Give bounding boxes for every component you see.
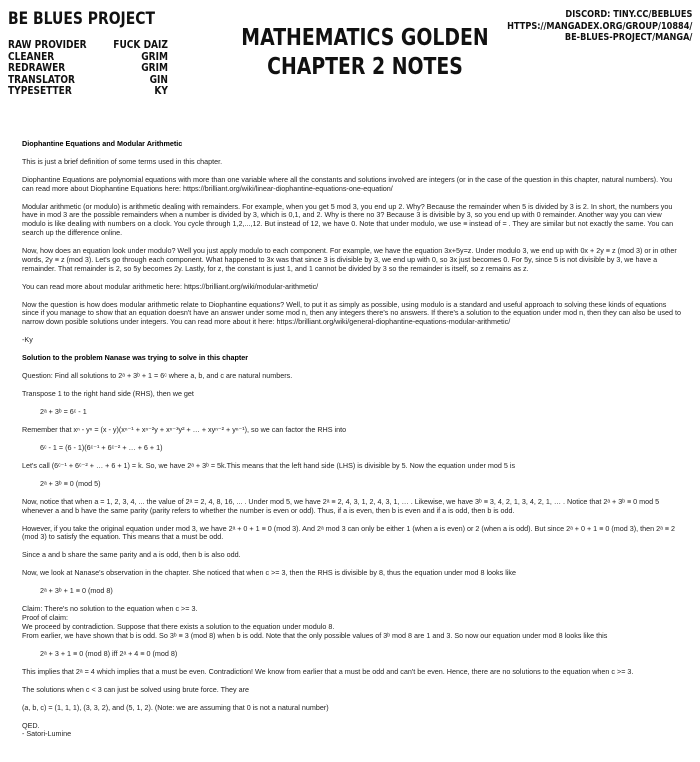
paragraph: The solutions when c < 3 can just be solved using brute force. They are [22, 684, 250, 694]
question: Question: Find all solutions to 2ᵃ + 3ᵇ + 1 = 6ᶜ where a, b, and c are natural numbers. [22, 370, 293, 380]
paragraph: Now, notice that when a = 1, 2, 3, 4, ... the value of 2ᵃ = 2, 4, 8, 16, ... . Under mod 5, we have 2ᵃ ≡ 2, 4, 3, 1, 2, 4, 3, 1, … . Likewise, we have 3ᵇ ≡ 3, 4, 2, 1, 3, 4, 2, 1, … . Notice that 2ᵃ + 3ᵇ ≡ 0 mod 5 whenever a and b have the same parity (parity refers to whether the number is even or odd). Thus, if a is even, then b is even and if a is odd, then b is odd. [22, 496, 660, 515]
paragraph: Now, how does an equation look under modulo? Well you just apply modulo to each component. For example, we have the equation 3x+5y=z. Under modulo 3, we end up with 0x + 2y ≡ z (mod 3) or in other words, 2y ≡ z (mod 3). Let's go through each component. What happened to 3x was that since 3 is divisible by 3, we end up with 0, so 3x just becomes 0. For 5y, since 5 is not divisible by 3, we have a remainder. That remainder is 2, so 5y becomes 2y. Lastly, for z, the constant is just 1, and 1 cannot be divided by 3 so the remainder is itself, so z remains as z. [22, 245, 677, 273]
equation: 2ᵃ + 3ᵇ ≡ 0 (mod 5) [40, 478, 101, 488]
proof-line: We proceed by contradiction. Suppose that there exists a solution to the equation under modulo 8. [22, 621, 335, 631]
paragraph: Since a and b share the same parity and a is odd, then b is also odd. [22, 550, 241, 560]
document-title [234, 24, 496, 82]
group-links [477, 9, 692, 44]
proof-label: Proof of claim: [22, 613, 68, 623]
paragraph: You can read more about modular arithmetic here: https://brilliant.org/wiki/modular-arithmetic/ [22, 281, 319, 291]
credit-cleaner: CLEANER GRIM [8, 50, 168, 63]
solutions: (a, b, c) = (1, 1, 1), (3, 3, 2), and (5, 1, 2). (Note: we are assuming that 0 is not a natural number) [22, 702, 329, 712]
paragraph: Modular arithmetic (or modulo) is arithmetic dealing with remainders. For example, when you get 5 mod 3, you end up 2. Why? Because the remainder when 5 is divided by 3 is 2. In short, the numbers you have in mod 3 are the possible remainders when a number is divided by 3, which is 0,1, and 2. Why is there no 3? Because 3 is divisible by 3, so you end up with 0 remainder. Another way you can view modulo is like dealing with numbers on a clock. You cycle through 1,2,...,12. But instead of 12, we have 0. Note that under modulo, we use ≡ instead of = . They are similar but not exactly the same. You can search up the difference online. [22, 201, 674, 237]
section-heading-diophantine: Diophantine Equations and Modular Arithmetic [22, 139, 183, 148]
equation: 6ᶜ - 1 = (6 - 1)(6ᶜ⁻¹ + 6ᶜ⁻² + … + 6 + 1) [40, 442, 163, 452]
notes-body [22, 140, 682, 739]
equation: 2ᵃ + 3ᵇ + 1 ≡ 0 (mod 8) [40, 586, 113, 596]
paragraph: Let's call (6ᶜ⁻¹ + 6ᶜ⁻² + … + 6 + 1) = k. So, we have 2ᵃ + 3ᵇ = 5k.This means that the left hand side (LHS) is divisible by 5. Now the equation under mod 5 is [22, 460, 516, 470]
credits-list [8, 40, 168, 98]
paragraph: However, if you take the original equation under mod 3, we have 2ᵃ + 0 + 1 ≡ 0 (mod 3). And 2ᵃ mod 3 can only be either 1 (when a is even) or 2 (when a is odd). But since 2ᵃ + 0 + 1 ≡ 0 (mod 3), then 2ᵃ ≡ 2 (mod 3) to satisfy the equation. This means that a must be odd. [22, 523, 675, 542]
equation: 2ᵃ + 3 + 1 ≡ 0 (mod 8) iff 2ᵃ + 4 ≡ 0 (mod 8) [40, 648, 178, 658]
credit-translator: TRANSLATOR GIN [8, 73, 168, 86]
equation: 2ᵃ + 3ᵇ = 6ᶜ - 1 [40, 406, 87, 416]
paragraph: This implies that 2ᵃ = 4 which implies that a must be even. Contradiction! We know from earlier that a must be odd and can't be even. Hence, there are no solutions to the equation when c >= 3. [22, 666, 634, 676]
section-heading-solution: Solution to the problem Nanase was trying to solve in this chapter [22, 353, 249, 363]
paragraph: This is just a brief definition of some terms used in this chapter. [22, 156, 223, 166]
discord-link[interactable]: DISCORD: TINY.CC/BEBLUES [565, 9, 692, 20]
title-line-2: CHAPTER 2 NOTES [267, 54, 463, 80]
qed: QED. [22, 720, 40, 730]
signature-ky: -Ky [22, 335, 33, 345]
signature-satori: - Satori-Lumine [22, 729, 72, 739]
credit-raw-provider: RAW PROVIDER FUCK DAIZ [8, 39, 168, 51]
paragraph: Transpose 1 to the right hand side (RHS), then we get [22, 388, 194, 398]
proof-line: From earlier, we have shown that b is odd. So 3ᵇ ≡ 3 (mod 8) when b is odd. Note that the only possible values of 3ᵇ mod 8 are 1 and 3. So now our equation under mod 8 looks like this [22, 630, 608, 640]
mangadex-link-line-2[interactable]: BE-BLUES-PROJECT/MANGA/ [564, 32, 692, 43]
claim: Claim: There's no solution to the equation when c >= 3. [22, 604, 198, 614]
credit-redrawer: REDRAWER GRIM [8, 62, 168, 74]
paragraph: Now the question is how does modular arithmetic relate to Diophantine equations? Well, to put it as simply as possible, using modulo is a standard and useful approach to solving these kinds of equations since if you manage to show that an equation doesn't have an answer under some mod n, then any integers there's no answers. If there's a solution to the equation under mod n, then they can also be used to narrow down posible solutions under integers. You can read more about it here: https://brilliant.org/wiki/general-diophantine-equations-modular-arithmetic/ [22, 299, 681, 327]
paragraph: Now, we look at Nanase's observation in the chapter. She noticed that when c >= 3, then the RHS is divisible by 8, thus the equation under mod 8 looks like [22, 568, 517, 578]
project-name: BE BLUES PROJECT [8, 9, 155, 29]
mangadex-link-line-1[interactable]: HTTPS://MANGADEX.ORG/GROUP/10884/ [506, 20, 692, 32]
paragraph: Diophantine Equations are polynomial equations with more than one variable where all the constants and solutions involved are integers (or in the case of the question in this chapter, natural numbers). You can read more about Diophantine Equations here: https://brilliant.org/wiki/linear-diophantine-equations-one-equation/ [22, 174, 673, 193]
paragraph: Remember that xⁿ - yⁿ = (x - y)(xⁿ⁻¹ + xⁿ⁻²y + xⁿ⁻³y² + … + xyⁿ⁻² + yⁿ⁻¹), so we can factor the RHS into [22, 424, 347, 434]
title-line-1: MATHEMATICS GOLDEN [241, 25, 489, 51]
credit-typesetter: TYPESETTER KY [8, 85, 168, 97]
